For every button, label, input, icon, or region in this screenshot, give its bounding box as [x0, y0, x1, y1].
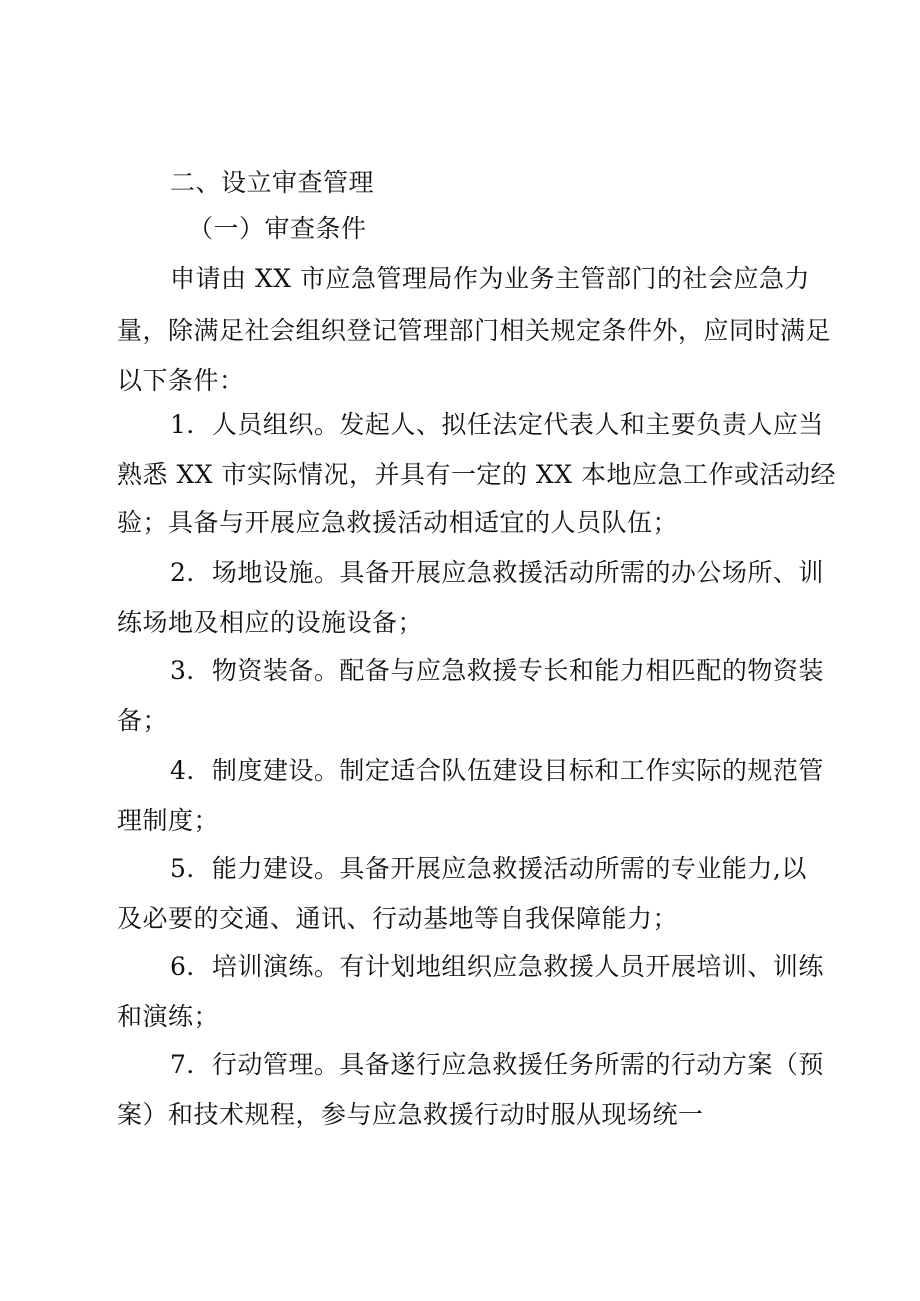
item-1-line: 1．人员组织。发起人、拟任法定代表人和主要负责人应当 — [170, 410, 824, 439]
item-6-line: 和演练； — [117, 1002, 220, 1031]
item-1-line: 验；具备与开展应急救援活动相适宜的人员队伍； — [117, 508, 679, 537]
subsection-heading: （一）审查条件 — [188, 214, 367, 243]
intro-line: 量，除满足社会组织登记管理部门相关规定条件外，应同时满足 — [117, 316, 832, 345]
section-heading: 二、设立审查管理 — [170, 168, 375, 197]
intro-line: 以下条件： — [117, 366, 245, 395]
item-3-line: 3．物资装备。配备与应急救援专长和能力相匹配的物资装 — [170, 656, 824, 685]
item-1-line: 熟悉 XX 市实际情况，并具有一定的 XX 本地应急工作或活动经 — [117, 460, 836, 489]
item-5-line: 5．能力建设。具备开展应急救援活动所需的专业能力,以 — [170, 854, 807, 883]
item-4-line: 理制度； — [117, 806, 220, 835]
item-7-line: 案）和技术规程，参与应急救援行动时服从现场统一 — [117, 1100, 704, 1129]
item-2-line: 2．场地设施。具备开展应急救援活动所需的办公场所、训 — [170, 558, 824, 587]
item-3-line: 备； — [117, 706, 169, 735]
item-7-line: 7．行动管理。具备遂行应急救援任务所需的行动方案（预 — [170, 1050, 824, 1079]
item-5-line: 及必要的交通、通讯、行动基地等自我保障能力； — [117, 904, 679, 933]
item-4-line: 4．制度建设。制定适合队伍建设目标和工作实际的规范管 — [170, 756, 824, 785]
item-2-line: 练场地及相应的设施设备； — [117, 608, 424, 637]
intro-line: 申请由 XX 市应急管理局作为业务主管部门的社会应急力 — [170, 264, 810, 293]
item-6-line: 6．培训演练。有计划地组织应急救援人员开展培训、训练 — [170, 952, 824, 981]
